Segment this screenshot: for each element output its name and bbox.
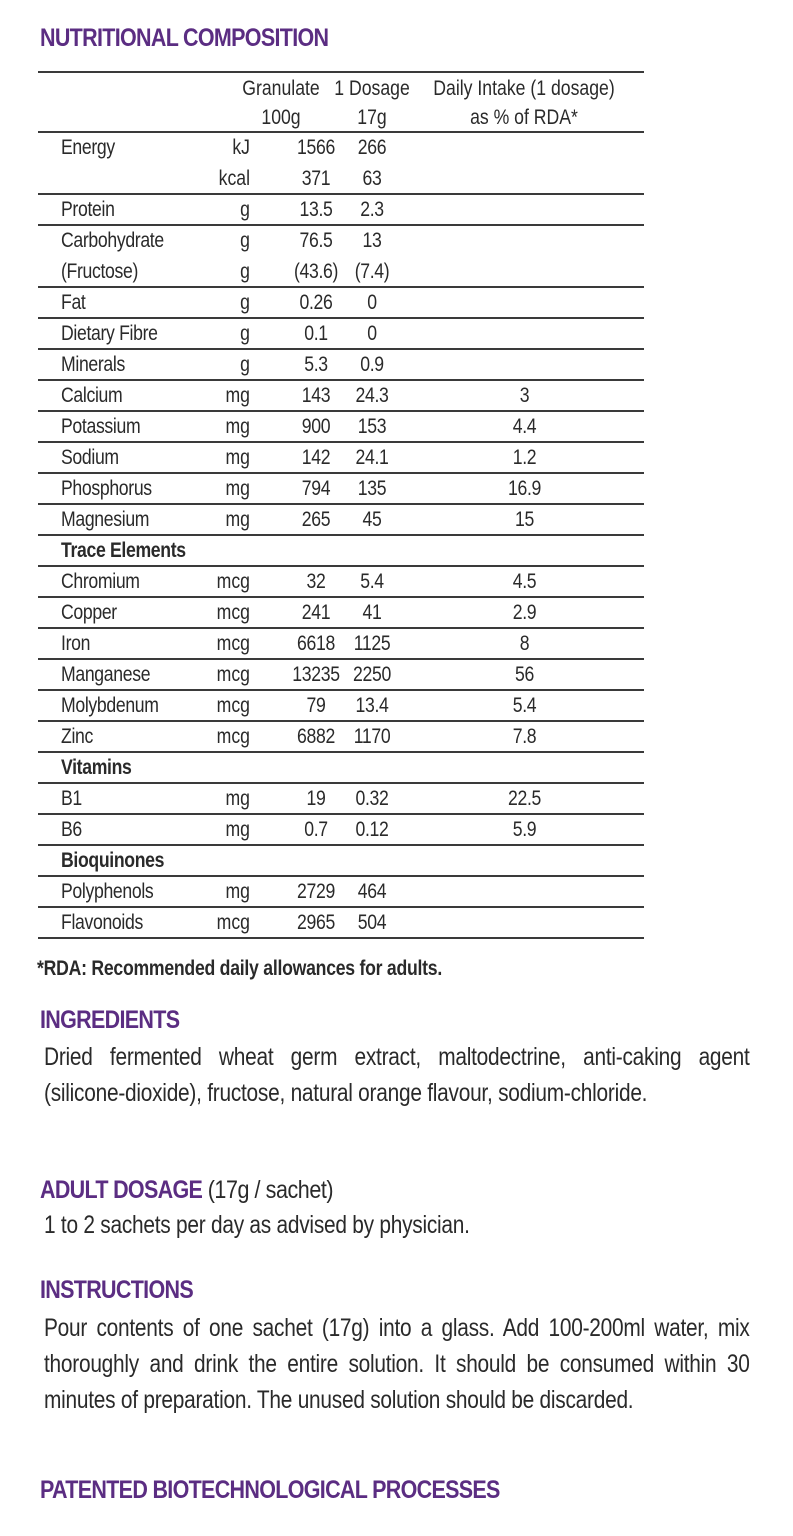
nutrition-table: [38, 71, 644, 939]
value-rda-percent: 1.2: [512, 446, 537, 469]
value-per-100g: 371: [301, 167, 331, 190]
nutrient-name: Fat: [61, 291, 86, 314]
value-per-100g: 265: [301, 508, 331, 531]
value-per-100g: 241: [301, 601, 331, 624]
nutrient-name: Vitamins: [61, 756, 132, 779]
value-per-100g: 6618: [297, 632, 335, 655]
table-row: [38, 288, 644, 319]
value-per-100g: 0.7: [304, 818, 328, 841]
instructions-heading: INSTRUCTIONS: [40, 1276, 193, 1304]
value-per-100g: 32: [306, 570, 326, 593]
value-per-100g: 19: [306, 787, 326, 810]
nutrient-unit: kcal: [218, 167, 250, 190]
table-row: [38, 257, 644, 288]
value-per-dosage: 153: [357, 415, 387, 438]
value-per-100g: 142: [301, 446, 331, 469]
value-rda-percent: 8: [519, 632, 530, 655]
value-per-100g: 900: [301, 415, 331, 438]
nutrient-name: (Fructose): [61, 260, 139, 283]
nutrient-unit: mg: [225, 446, 250, 469]
value-per-dosage: 13.4: [355, 694, 389, 717]
value-per-100g: (43.6): [293, 260, 339, 283]
table-row: [38, 877, 644, 908]
nutritional-composition-heading: NUTRITIONAL COMPOSITION: [40, 24, 329, 52]
nutrient-unit: mg: [225, 384, 250, 407]
table-section-row: [38, 753, 644, 784]
value-per-dosage: 2.3: [360, 198, 384, 221]
nutrient-unit: mcg: [216, 570, 250, 593]
header-dosage-label: 1 Dosage: [334, 77, 410, 100]
nutrient-unit: mg: [225, 818, 250, 841]
value-rda-percent: 56: [515, 663, 534, 686]
value-per-dosage: 5.4: [360, 570, 384, 593]
nutrient-name: Calcium: [61, 384, 123, 407]
adult-dosage-subtitle: (17g / sachet): [202, 1176, 334, 1204]
nutrient-name: Copper: [61, 601, 117, 624]
table-row: [38, 660, 644, 691]
nutrient-unit: g: [240, 353, 250, 376]
value-rda-percent: 15: [515, 508, 534, 531]
value-per-dosage: 45: [362, 508, 382, 531]
rda-footnote: *RDA: Recommended daily allowances for adults.: [37, 957, 443, 980]
table-row: [38, 319, 644, 350]
adult-dosage-title: ADULT DOSAGE: [40, 1176, 203, 1204]
nutrient-name: Molybdenum: [61, 694, 159, 717]
table-row: [38, 815, 644, 846]
nutrient-unit: mcg: [216, 601, 250, 624]
adult-dosage-heading: [40, 1176, 333, 1205]
value-per-dosage: 24.3: [355, 384, 389, 407]
value-per-dosage: 1170: [353, 725, 391, 748]
table-row: [38, 195, 644, 226]
value-per-100g: 79: [306, 694, 326, 717]
adult-dosage-text: 1 to 2 sachets per day as advised by physician.: [44, 1211, 470, 1239]
value-per-100g: 2965: [297, 911, 335, 934]
value-rda-percent: 2.9: [512, 601, 537, 624]
nutrient-name: Phosphorus: [61, 477, 152, 500]
header-rda-unit: as % of RDA*: [470, 106, 578, 129]
nutrient-unit: mg: [225, 787, 250, 810]
table-row: [38, 598, 644, 629]
nutrient-name: Zinc: [61, 725, 93, 748]
table-section-row: [38, 536, 644, 567]
value-rda-percent: 7.8: [512, 725, 537, 748]
header-granulate-label: Granulate: [242, 77, 320, 100]
nutrient-unit: mg: [225, 508, 250, 531]
header-rda: [427, 74, 622, 132]
header-granulate: [235, 74, 327, 132]
table-row: [38, 474, 644, 505]
value-per-100g: 0.1: [304, 322, 328, 345]
value-rda-percent: 4.5: [512, 570, 537, 593]
value-rda-percent: 5.9: [512, 818, 537, 841]
value-per-dosage: 135: [357, 477, 387, 500]
table-row: [38, 350, 644, 381]
value-per-dosage: 0: [367, 322, 377, 345]
nutrient-name: Carbohydrate: [61, 229, 164, 252]
table-row: [38, 629, 644, 660]
nutrient-unit: g: [240, 198, 250, 221]
table-row: [38, 443, 644, 474]
value-per-100g: 13235: [292, 663, 340, 686]
value-per-dosage: 24.1: [355, 446, 389, 469]
nutrient-name: Iron: [61, 632, 91, 655]
value-per-100g: 794: [301, 477, 331, 500]
nutrient-name: Protein: [61, 198, 115, 221]
nutrient-unit: mcg: [216, 694, 250, 717]
nutrient-unit: mcg: [216, 725, 250, 748]
table-section-row: [38, 846, 644, 877]
nutrient-unit: g: [240, 322, 250, 345]
value-per-100g: 6882: [297, 725, 335, 748]
nutrient-name: Energy: [61, 136, 115, 159]
nutrient-name: Sodium: [61, 446, 119, 469]
nutrient-unit: g: [240, 291, 250, 314]
value-per-dosage: 504: [357, 911, 387, 934]
value-per-dosage: 0.12: [355, 818, 389, 841]
header-rda-label: Daily Intake (1 dosage): [433, 77, 615, 100]
table-row: [38, 133, 644, 164]
table-row: [38, 164, 644, 195]
nutrient-name: Minerals: [61, 353, 125, 376]
patented-processes-heading: PATENTED BIOTECHNOLOGICAL PROCESSES: [40, 1476, 500, 1504]
value-per-dosage: 0.9: [360, 353, 384, 376]
value-per-100g: 2729: [297, 880, 335, 903]
nutrient-name: Manganese: [61, 663, 151, 686]
value-rda-percent: 22.5: [508, 787, 541, 810]
table-header-row: [38, 73, 644, 133]
nutrient-unit: kJ: [232, 136, 250, 159]
value-per-100g: 5.3: [304, 353, 328, 376]
value-rda-percent: 3: [519, 384, 530, 407]
nutrient-unit: mcg: [216, 911, 250, 934]
value-per-100g: 76.5: [299, 229, 333, 252]
nutrient-name: Bioquinones: [61, 849, 165, 872]
table-body: [38, 133, 644, 939]
nutrient-name: Magnesium: [61, 508, 150, 531]
value-per-100g: 0.26: [299, 291, 333, 314]
value-per-dosage: (7.4): [354, 260, 390, 283]
instructions-text: Pour contents of one sachet (17g) into a glass. Add 100-200ml water, mix thoroughly and drink the entire solution. It should be consumed within 30 minutes of preparation. The unused solution should be discarded.: [44, 1314, 750, 1414]
value-per-dosage: 0.32: [355, 787, 389, 810]
nutrient-unit: g: [240, 260, 250, 283]
nutrient-name: Flavonoids: [61, 911, 143, 934]
nutrient-name: Trace Elements: [61, 539, 186, 562]
nutrient-unit: mcg: [216, 663, 250, 686]
table-row: [38, 722, 644, 753]
ingredients-text: Dried fermented wheat germ extract, maltodectrine, anti-caking agent (silicone-dioxide), fructose, natural orange flavour, sodium-chloride.: [44, 1043, 750, 1107]
value-rda-percent: 16.9: [508, 477, 541, 500]
nutrient-name: Potassium: [61, 415, 141, 438]
value-per-dosage: 0: [367, 291, 377, 314]
header-granulate-unit: 100g: [261, 106, 301, 129]
value-per-dosage: 464: [357, 880, 387, 903]
nutrient-name: Polyphenols: [61, 880, 154, 903]
table-row: [38, 226, 644, 257]
table-row: [38, 381, 644, 412]
nutrient-unit: mg: [225, 477, 250, 500]
nutrient-unit: g: [240, 229, 250, 252]
table-row: [38, 505, 644, 536]
nutrient-unit: mg: [225, 880, 250, 903]
value-rda-percent: 4.4: [512, 415, 537, 438]
table-row: [38, 567, 644, 598]
nutrient-name: Dietary Fibre: [61, 322, 158, 345]
table-row: [38, 908, 644, 939]
nutrient-name: B6: [61, 818, 82, 841]
value-rda-percent: 5.4: [512, 694, 537, 717]
value-per-dosage: 1125: [353, 632, 391, 655]
value-per-100g: 1566: [297, 136, 335, 159]
header-dosage: [328, 74, 415, 132]
value-per-dosage: 2250: [353, 663, 391, 686]
value-per-100g: 143: [301, 384, 331, 407]
nutrient-name: Chromium: [61, 570, 140, 593]
value-per-100g: 13.5: [299, 198, 333, 221]
header-dosage-unit: 17g: [357, 106, 387, 129]
table-row: [38, 784, 644, 815]
value-per-dosage: 63: [362, 167, 382, 190]
nutrient-unit: mg: [225, 415, 250, 438]
ingredients-heading: INGREDIENTS: [40, 1006, 180, 1034]
value-per-dosage: 13: [362, 229, 382, 252]
value-per-dosage: 41: [362, 601, 382, 624]
table-row: [38, 412, 644, 443]
value-per-dosage: 266: [357, 136, 387, 159]
nutrient-name: B1: [61, 787, 82, 810]
table-row: [38, 691, 644, 722]
nutrient-unit: mcg: [216, 632, 250, 655]
